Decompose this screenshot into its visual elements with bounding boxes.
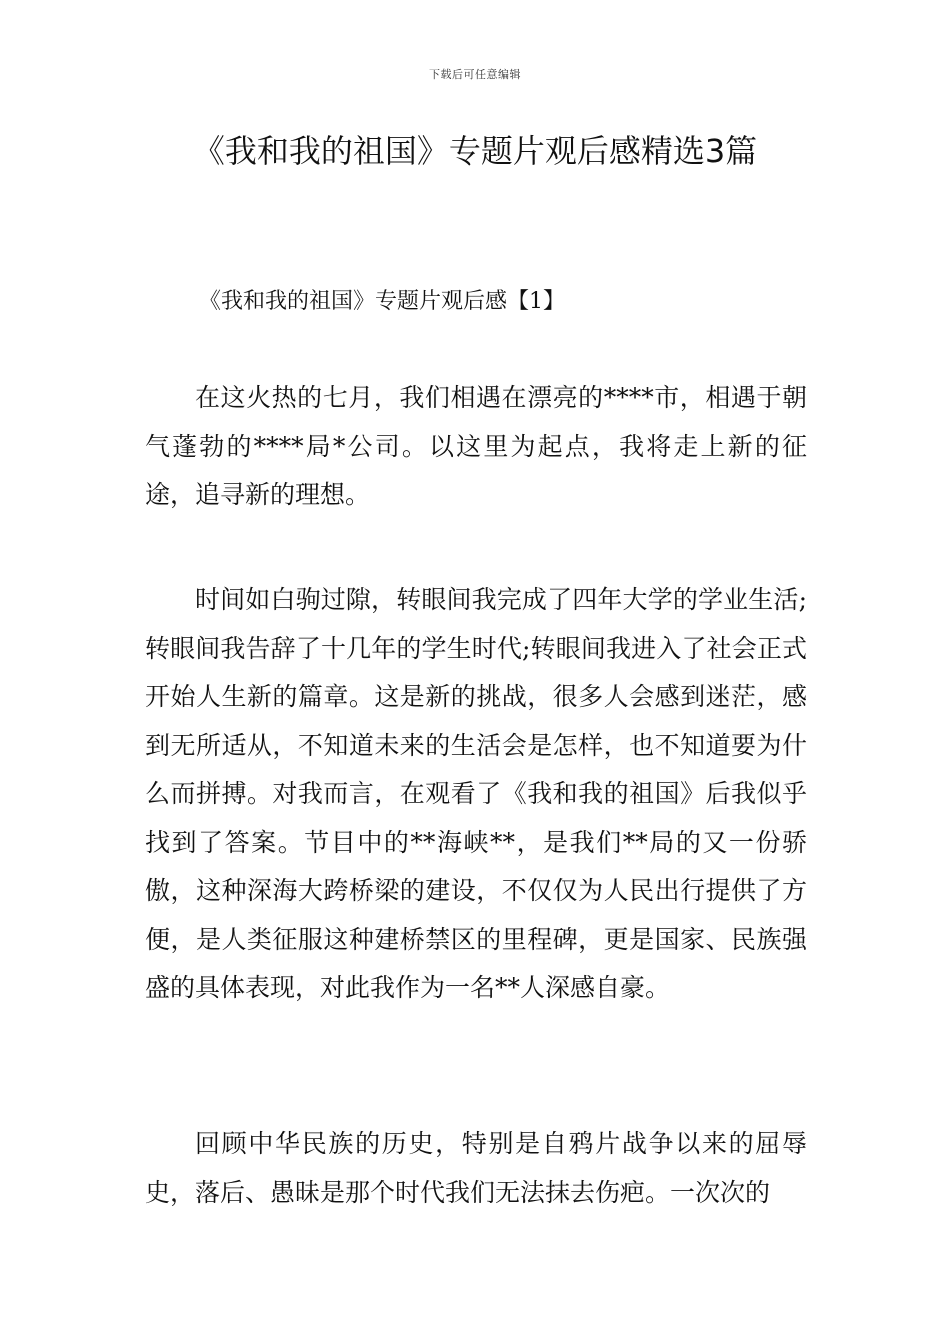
document-title: 《我和我的祖国》专题片观后感精选3篇 [192, 132, 758, 170]
paragraph-text: 在这火热的七月，我们相遇在漂亮的****市，相遇于朝气蓬勃的****局*公司。以这里为起点，我将走上新的征途，追寻新的理想。 [145, 383, 807, 509]
header-note: 下载后可任意编辑 [429, 68, 521, 81]
paragraph-2 [145, 576, 807, 1013]
section-heading: 《我和我的祖国》专题片观后感【1】 [199, 289, 565, 314]
paragraph-3 [145, 1120, 807, 1217]
paragraph-text: 回顾中华民族的历史，特别是自鸦片战争以来的屈辱史，落后、愚昧是那个时代我们无法抹去伤疤。一次次的 [145, 1129, 807, 1207]
paragraph-1 [145, 374, 807, 520]
paragraph-text: 时间如白驹过隙，转眼间我完成了四年大学的学业生活;转眼间我告辞了十几年的学生时代;转眼间我进入了社会正式开始人生新的篇章。这是新的挑战，很多人会感到迷茫，感到无所适从，不知道未来的生活会是怎样，也不知道要为什么而拼搏。对我而言，在观看了《我和我的祖国》后我似乎找到了答案。节目中的**海峡**，是我们**局的又一份骄傲，这种深海大跨桥梁的建设，不仅仅为人民出行提供了方便，是人类征服这种建桥禁区的里程碑，更是国家、民族强盛的具体表现，对此我作为一名**人深感自豪。 [145, 585, 807, 1002]
